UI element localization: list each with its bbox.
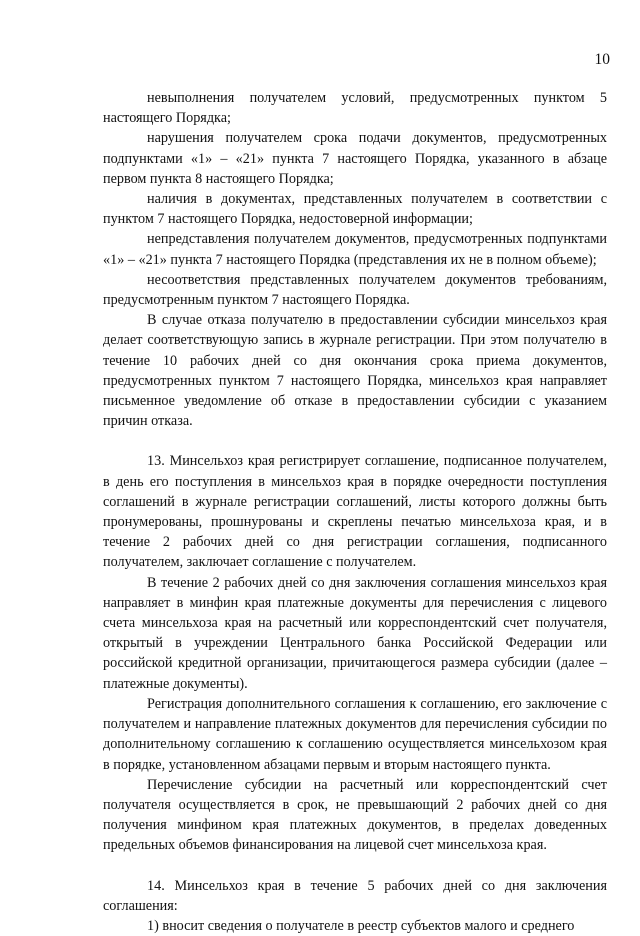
paragraph-refusal-reason-deadline: нарушения получателем срока подачи документов, предусмотренных подпунктами «1» – «21» пункта 7 настоящего Порядка, указанного в абзаце первом пункта 8 настоящего Порядка; xyxy=(103,130,607,187)
paragraph-item-14: 14. Минсельхоз края в течение 5 рабочих дней со дня заключения соглашения: xyxy=(103,877,607,914)
paragraph-additional-agreement: Регистрация дополнительного соглашения к соглашению, его заключение с получателем и направление платежных документов для перечисления субсидии по дополнительному соглашению к соглашению осуществляется минсельхозом края в порядке, установленном абзацами первым и вторым настоящего пункта. xyxy=(103,695,607,773)
paragraph-item-14-subitem-1: 1) вносит сведения о получателе в реестр субъектов малого и среднего xyxy=(147,917,575,934)
document-body xyxy=(103,88,607,936)
paragraph-subsidy-transfer: Перечисление субсидии на расчетный или корреспондентский счет получателя осуществляется в срок, не превышающий 2 рабочих дней со дня получения минфином края платежных документов, в пределах доведенных предельных объемов финансирования на лицевой счет минсельхоза края. xyxy=(103,776,607,854)
paragraph-refusal-reason-conditions: невыполнения получателем условий, предусмотренных пунктом 5 настоящего Порядка; xyxy=(103,90,607,127)
paragraph-refusal-reason-missing-docs: непредставления получателем документов, предусмотренных подпунктами «1» – «21» пункта 7 настоящего Порядка (представления их не в полном объеме); xyxy=(103,231,607,268)
page-number: 10 xyxy=(594,51,610,68)
paragraph-refusal-reason-nonconformity: несоответствия представленных получателем документов требованиям, предусмотренным пунктом 7 настоящего Порядка. xyxy=(103,271,607,309)
paragraph-payment-documents: В течение 2 рабочих дней со дня заключения соглашения минсельхоз края направляет в минфин края платежные документы для перечисления с лицевого счета минсельхоза края на расчетный или корреспондентский счет получателя, открытый в учреждении Центрального банка Российской Федерации или российской кредитной организации, причитающегося размера субсидии (далее – платежные документы). xyxy=(103,574,607,692)
paragraph-refusal-notice: В случае отказа получателю в предоставлении субсидии минсельхоз края делает соответствующую запись в журнале регистрации. При этом получателю в течение 10 рабочих дней со дня окончания срока приема документов, предусмотренных пунктом 7 настоящего Порядка, минсельхоз края направляет письменное уведомление об отказе в предоставлении субсидии с указанием причин отказа. xyxy=(103,312,607,430)
paragraph-refusal-reason-false-info: наличия в документах, представленных получателем в соответствии с пунктом 7 настоящего Порядка, недостоверной информации; xyxy=(103,191,607,228)
paragraph-item-13: 13. Минсельхоз края регистрирует соглашение, подписанное получателем, в день его поступления в минсельхоз края в порядке очередности поступления соглашений в журнале регистрации соглашений, листы которого должны быть пронумерованы, прошнурованы и скреплены печатью минсельхоза края, и в течение 2 рабочих дней со дня регистрации соглашения, подписанного получателем, заключает соглашение с получателем. xyxy=(103,453,607,571)
